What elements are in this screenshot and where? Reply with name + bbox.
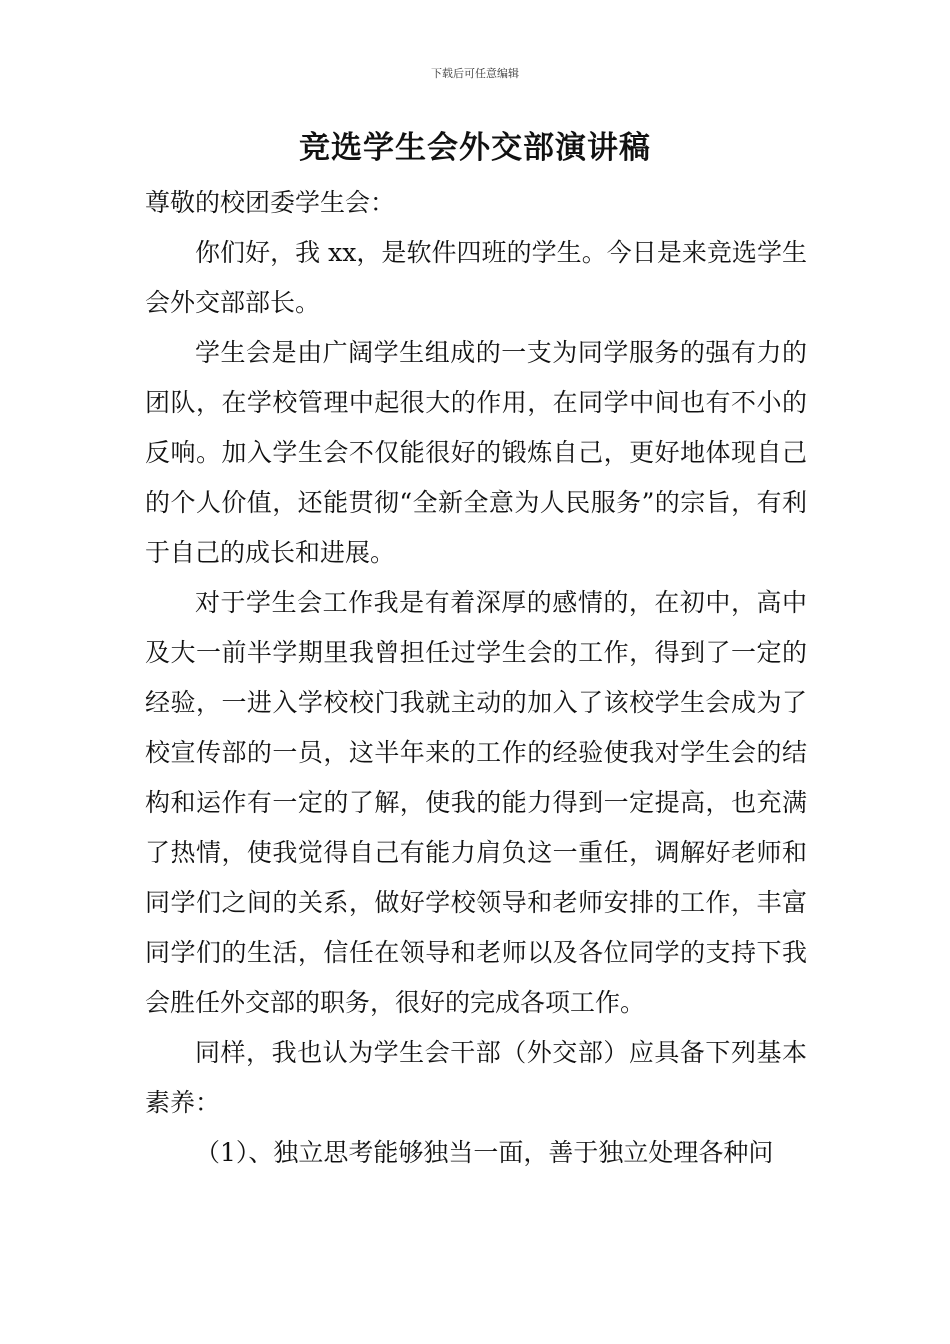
header-note: 下载后可任意编辑 [431, 67, 519, 80]
document-body [145, 178, 807, 1178]
paragraph-2: 学生会是由广阔学生组成的一支为同学服务的强有力的团队，在学校管理中起很大的作用，在同学中间也有不小的反响。加入学生会不仅能很好的锻炼自己，更好地体现自己的个人价值，还能贯彻“全新全意为人民服务”的宗旨，有利于自己的成长和进展。 [145, 338, 807, 567]
paragraph-5: （1）、独立思考能够独当一面，善于独立处理各种问 [195, 1138, 774, 1167]
paragraph-4: 同样，我也认为学生会干部（外交部）应具备下列基本素养： [145, 1038, 807, 1117]
salutation: 尊敬的校团委学生会： [145, 188, 396, 217]
paragraph-3: 对于学生会工作我是有着深厚的感情的，在初中，高中及大一前半学期里我曾担任过学生会的工作，得到了一定的经验，一进入学校校门我就主动的加入了该校学生会成为了校宣传部的一员，这半年来的工作的经验使我对学生会的结构和运作有一定的了解，使我的能力得到一定提高，也充满了热情，使我觉得自己有能力肩负这一重任，调解好老师和同学们之间的关系，做好学校领导和老师安排的工作，丰富同学们的生活，信任在领导和老师以及各位同学的支持下我会胜任外交部的职务，很好的完成各项工作。 [145, 588, 807, 1017]
paragraph-1: 你们好，我 xx，是软件四班的学生。今日是来竞选学生会外交部部长。 [145, 238, 807, 317]
document-title: 竞选学生会外交部演讲稿 [299, 130, 651, 166]
